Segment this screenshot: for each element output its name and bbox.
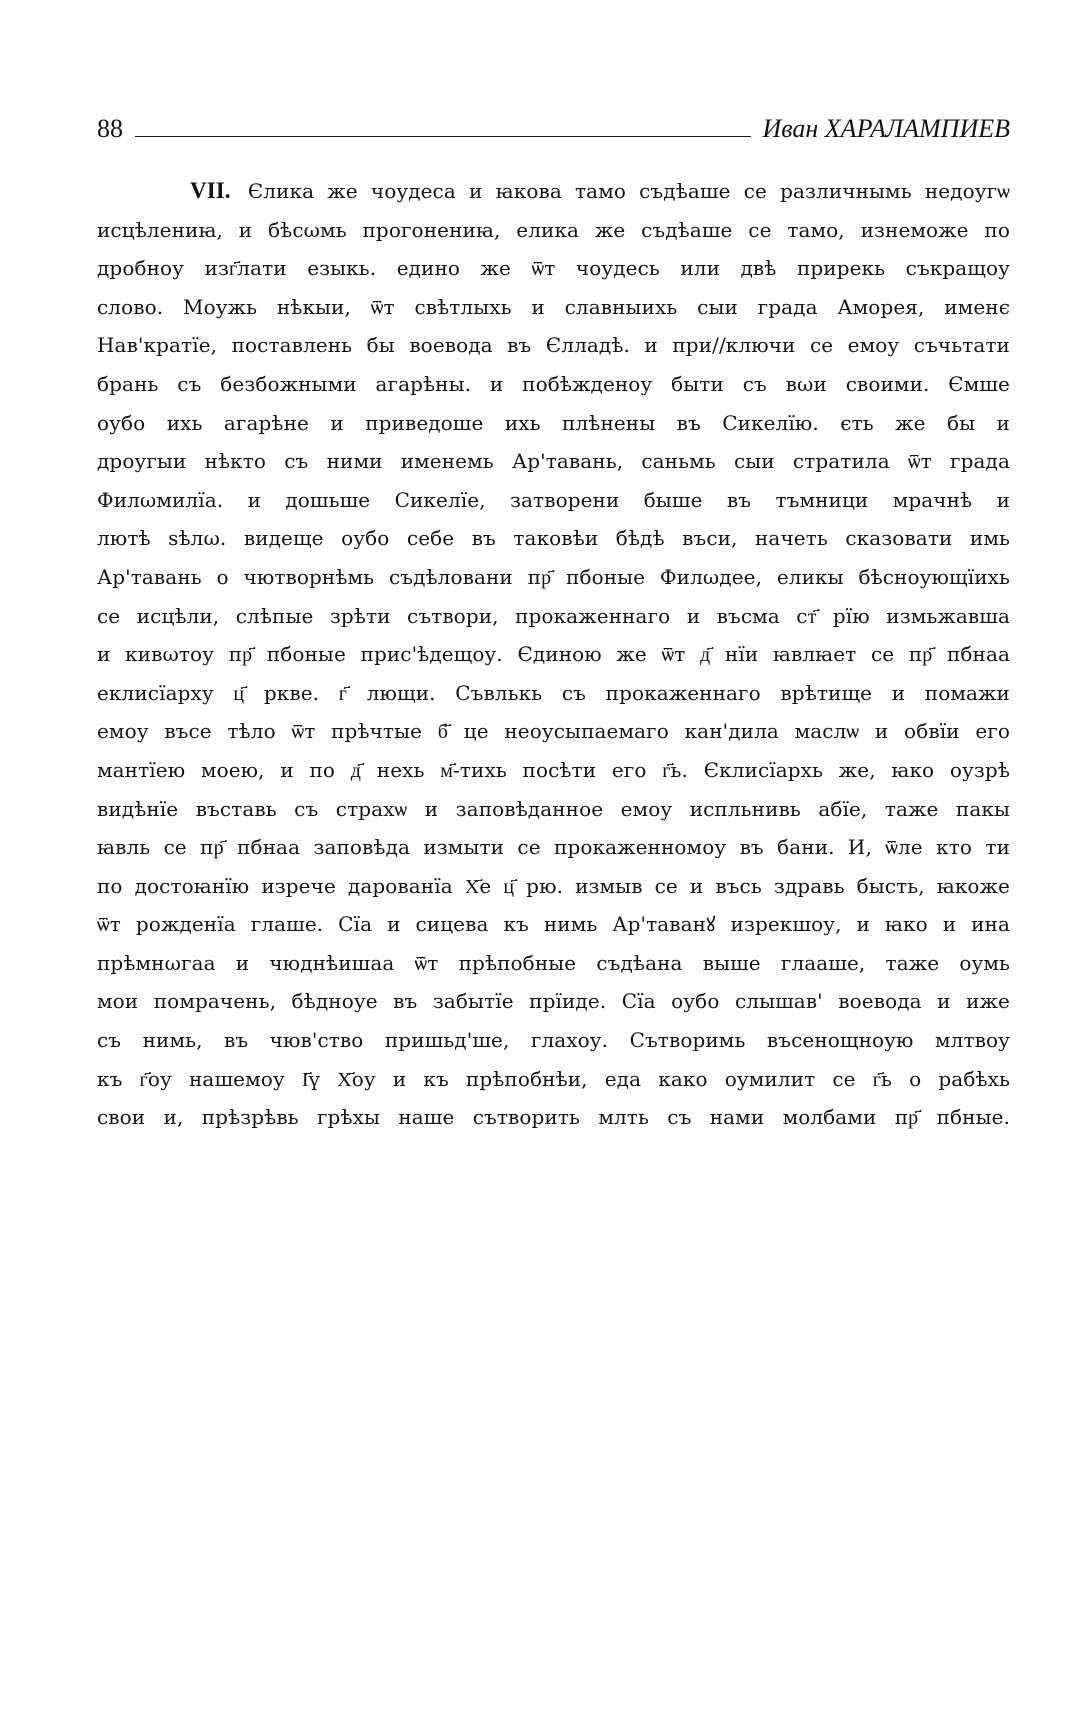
text-line-content: Єлика же чоудеса и ꙗкова тамо съдѣаше се различнымь недоугѡ <box>247 179 1010 203</box>
page-number: 88 <box>97 114 123 143</box>
text-line: мантїею моею, и по д҃ нехь м҃-тихь посѣти его г҃ь. Єклисїархь же, ꙗко оузрѣ <box>97 757 1010 782</box>
text-line: мои помрачень, бѣдноуe въ забытїе прїиде. Сїа оубо слышав' воевода и иже <box>97 989 1010 1014</box>
text-line: къ г҃оу нашемоу І҃ү Х҃оу и къ прѣпобнѣи, еда како оумилит се г҃ь о рабѣхь <box>97 1066 1010 1091</box>
text-line: Филωмилїа. и дошьше Сикелїе, затворени быше въ тъмници мрачнѣ и <box>97 487 1010 512</box>
text-line: исцѣлениꙗ, и бѣсωмь прогонениꙗ, елика же съдѣаше се тамо, изнеможе по <box>97 217 1010 242</box>
text-line <box>97 172 1010 211</box>
text-line: брань съ безбожными агарѣны. и побѣжденоу быти съ вωи своими. Ємше <box>97 371 1010 396</box>
text-line: ꙗвль се пр҃ пбнаа заповѣда измыти се прокаженномоу въ бани. И, ѿле кто ти <box>97 835 1010 860</box>
text-line: прѣмнωгаа и чюднѣишаа ѿт прѣпобные съдѣана выше глааше, таже оумь <box>97 950 1010 975</box>
text-line: се исцѣли, слѣпые зрѣти сътвори, прокаженнаго и въсма ст҃ рїю измьжавша <box>97 603 1010 628</box>
text-line: Нав'кратїе, поставлень бы воевода въ Єлладѣ. и при//ключи се емоу съчьтати <box>97 333 1010 358</box>
text-line: дроугыи нѣкто съ ними именемь Ар'тавань, саньмь сыи стратила ѿт града <box>97 449 1010 474</box>
text-line: ѿт рожденїа глаше. Сїа и сицева къ нимь Ар'таванꙋ изрекшоу, и ꙗко и ина <box>97 912 1010 937</box>
section-text <box>97 172 1010 1137</box>
text-line-last: свои и, прѣзрѣвь грѣхы наше сътворить млть съ нами молбами пр҃ пбные. <box>97 1105 1010 1130</box>
header-rule <box>135 136 751 137</box>
text-line: оубо ихь агарѣне и приведоше ихь плѣнены въ Сикелїю. єть же бы и <box>97 410 1010 435</box>
text-line: слово. Моужь нѣкыи, ѿт свѣтлыхь и славныихь сыи града Аморея, именє <box>97 294 1010 319</box>
text-line: видѣнїе въставь съ страхѡ и заповѣданное емоу испльнивь абїе, таже пакы <box>97 796 1010 821</box>
text-line: съ нимь, въ чюв'ство пришьд'ше, глахоу. Сътворимь въсенощноую млтвоу <box>97 1028 1010 1053</box>
text-line: еклисїарху ц҃ ркве. г҃ лющи. Съвлькь съ прокаженнаго врѣтище и помажи <box>97 680 1010 705</box>
running-title: Иван ХАРАЛАМПИЕВ <box>762 114 1010 143</box>
section-number: VII. <box>190 178 231 203</box>
text-line: лютѣ ѕѣлω. видеще оубо себе въ таковѣи бѣдѣ въси, начеть сказовати имь <box>97 526 1010 551</box>
text-line: и кивωтоу пр҃ пбоныe прис'ѣдещоу. Єдиною же ѿт д҃ нїи ꙗвлꙗет се пр҃ пбнаа <box>97 642 1010 667</box>
text-line: дробноу изг҃лати езыкь. едино же ѿт чоудесь или двѣ прирекь съкращоу <box>97 256 1010 281</box>
text-line: по достоꙗнїю изрече дарованїа Х҃е ц҃ рю. измыв се и въсь здравь бысть, ꙗкоже <box>97 873 1010 898</box>
running-head <box>97 104 1010 144</box>
text-line: емоу въсе тѣло ѿт прѣчтые б҃ це неоусыпаемаго кан'дила маслѡ и обвїи его <box>97 719 1010 744</box>
text-line: Ар'тавань о чютворнѣмь съдѣловани пр҃ пбоныe Филωдее, еликы бѣсноующїихь <box>97 564 1010 589</box>
